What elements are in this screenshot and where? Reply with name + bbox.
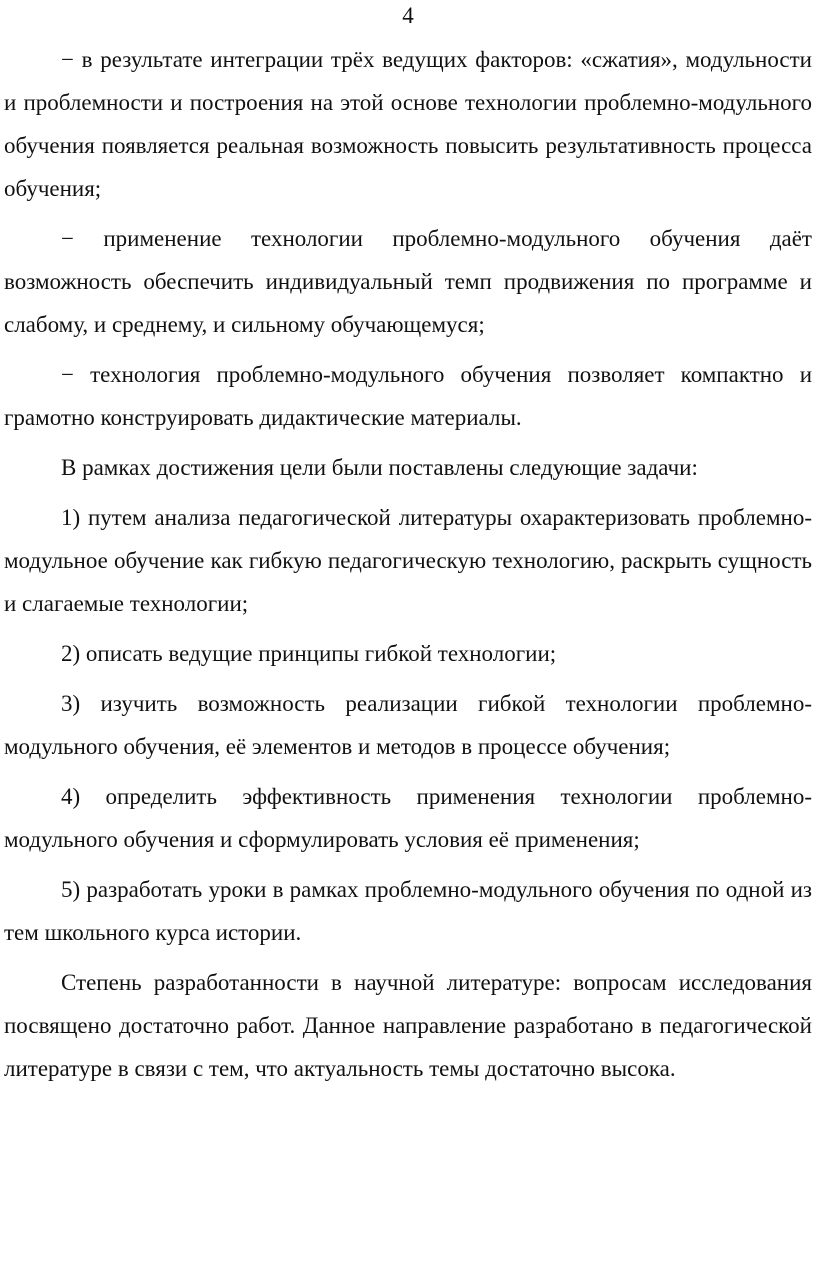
- paragraph-individual-pace: − применение технологии проблемно-модульного обучения даёт возможность обеспечить индивидуальный темп продвижения по программе и слабому, и среднему, и сильному обучающемуся;: [4, 226, 812, 337]
- paragraph-tasks-intro: В рамках достижения цели были поставлены следующие задачи:: [61, 455, 698, 480]
- paragraph-task-1: 1) путем анализа педагогической литературы охарактеризовать проблемно-модульное обучение как гибкую педагогическую технологию, раскрыть сущность и слагаемые технологии;: [4, 505, 812, 616]
- paragraph-research-degree: Степень разработанности в научной литературе: вопросам исследования посвящено достаточно работ. Данное направление разработано в педагогической литературе в связи с тем, что актуальность темы достаточно высока.: [4, 970, 812, 1081]
- paragraph-integration-factors: − в результате интеграции трёх ведущих факторов: «сжатия», модульности и проблемности и построения на этой основе технологии проблемно-модульного обучения появляется реальная возможность повысить результативность процесса обучения;: [4, 47, 812, 201]
- paragraph-task-3: 3) изучить возможность реализации гибкой технологии проблемно-модульного обучения, её элементов и методов в процессе обучения;: [4, 691, 812, 759]
- document-body: [4, 38, 812, 1097]
- paragraph-task-5: 5) разработать уроки в рамках проблемно-модульного обучения по одной из тем школьного курса истории.: [4, 877, 812, 945]
- page-number: 4: [402, 3, 414, 28]
- paragraph-didactic-materials: − технология проблемно-модульного обучения позволяет компактно и грамотно конструировать дидактические материалы.: [4, 362, 812, 430]
- paragraph-task-4: 4) определить эффективность применения технологии проблемно-модульного обучения и сформулировать условия её применения;: [4, 784, 812, 852]
- paragraph-task-2: 2) описать ведущие принципы гибкой технологии;: [61, 641, 557, 666]
